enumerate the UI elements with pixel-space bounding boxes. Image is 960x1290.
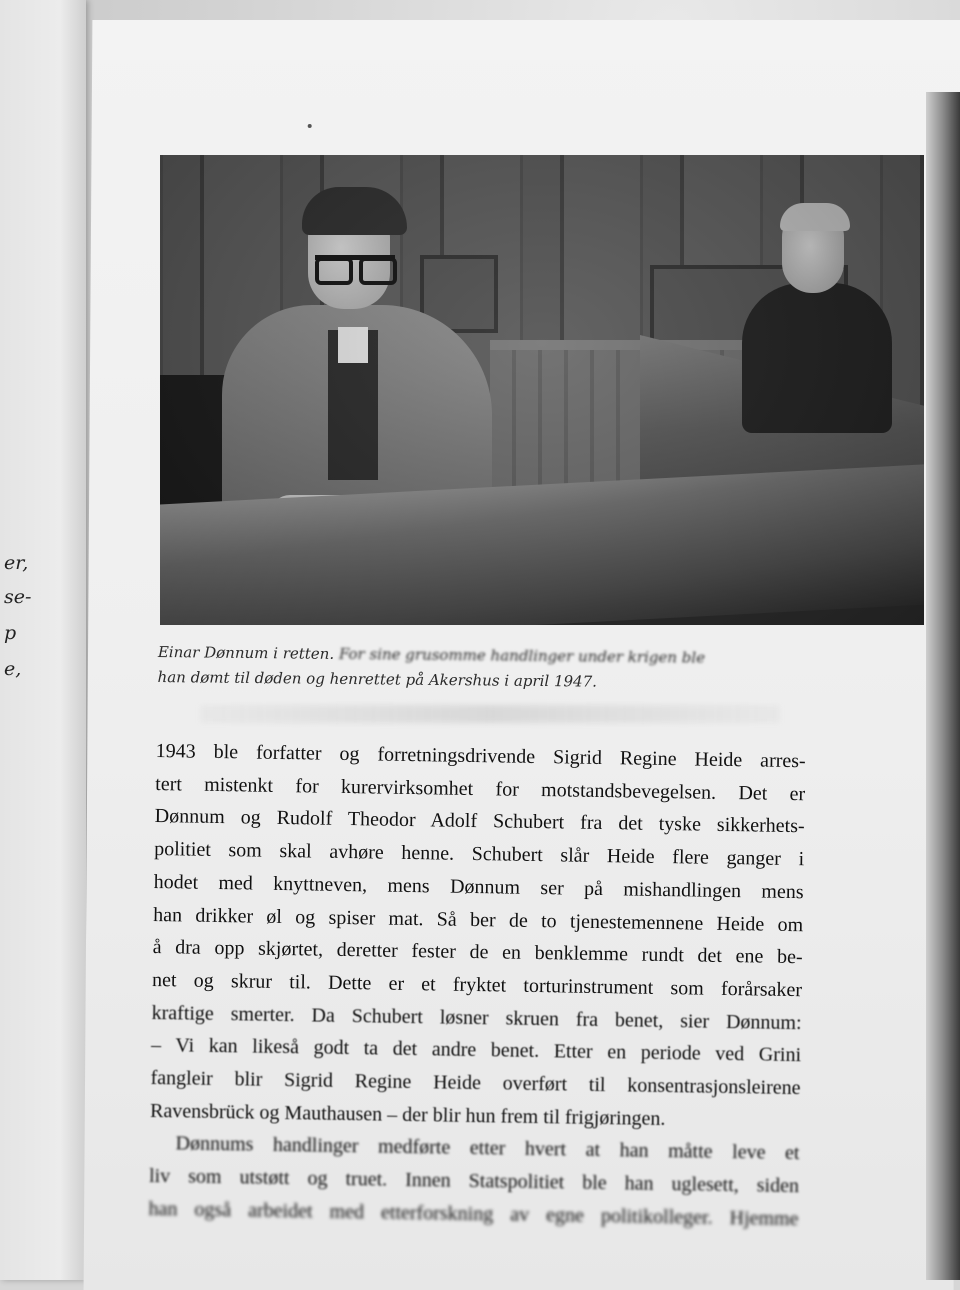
show-through-text <box>200 705 780 723</box>
body-line: hodet med knyttneven, mens Dønnum ser på mishandlingen mens <box>153 870 804 904</box>
body-line: Ravensbrück og Mauthausen – der blir hun frem til frigjøringen. <box>149 1099 666 1130</box>
body-line: tert mistenkt for kurervirksomhet for motstandsbevegelsen. Det er <box>155 772 806 805</box>
body-line: net og skrur til. Dette er et fryktet torturinstrument som forårsaker <box>151 968 803 1002</box>
left-page-fragment: p <box>4 622 17 644</box>
left-page-edge <box>0 0 86 1280</box>
caption-text: For sine grusomme handlinger under krigen ble <box>338 644 706 667</box>
body-line: 1943 ble forfatter og forretningsdrivende Sigrid Regine Heide arres- <box>155 739 806 773</box>
photo-caption <box>157 640 797 697</box>
body-line: liv som utstøtt og truet. Innen Statspolitiet ble han uglesett, siden <box>148 1165 800 1198</box>
caption-line: han dømt til døden og henrettet på Akershus i april 1947. <box>157 667 598 691</box>
body-line: Dønnum og Rudolf Theodor Adolf Schubert fra det tyske sikkerhets- <box>154 805 805 838</box>
left-page-fragment: er, <box>4 552 29 574</box>
body-paragraphs <box>148 735 806 1236</box>
courtroom-photograph <box>160 155 924 625</box>
body-line: han også arbeidet med etterforskning av egne politikolleger. Hjemme <box>148 1197 799 1230</box>
body-line: Dønnums handlinger medførte etter hvert at han måtte leve et <box>175 1132 800 1165</box>
left-page-fragment: e, <box>4 658 22 680</box>
caption-text: Einar Dønnum i retten. <box>157 642 340 663</box>
left-page-fragment: se- <box>4 586 32 608</box>
page-speck <box>308 124 312 128</box>
page-stack-edge <box>926 92 960 1280</box>
photo-vignette <box>160 155 924 625</box>
body-line: å dra opp skjørtet, deretter fester de en benklemme rundt det ene be- <box>152 936 803 969</box>
body-line: kraftige smerter. Da Schubert løsner skruen fra benet, sier Dønnum: <box>151 1001 802 1034</box>
body-line: politiet som skal avhøre henne. Schubert slår Heide flere ganger i <box>154 838 805 871</box>
body-line: fangleir blir Sigrid Regine Heide overført til konsentrasjonsleirene <box>150 1066 801 1100</box>
body-line: han drikker øl og spiser mat. Så ber de to tjenestemennene Heide om <box>153 903 804 936</box>
body-line: – Vi kan likeså godt ta det andre benet. Etter en periode ved Grini <box>150 1034 802 1067</box>
